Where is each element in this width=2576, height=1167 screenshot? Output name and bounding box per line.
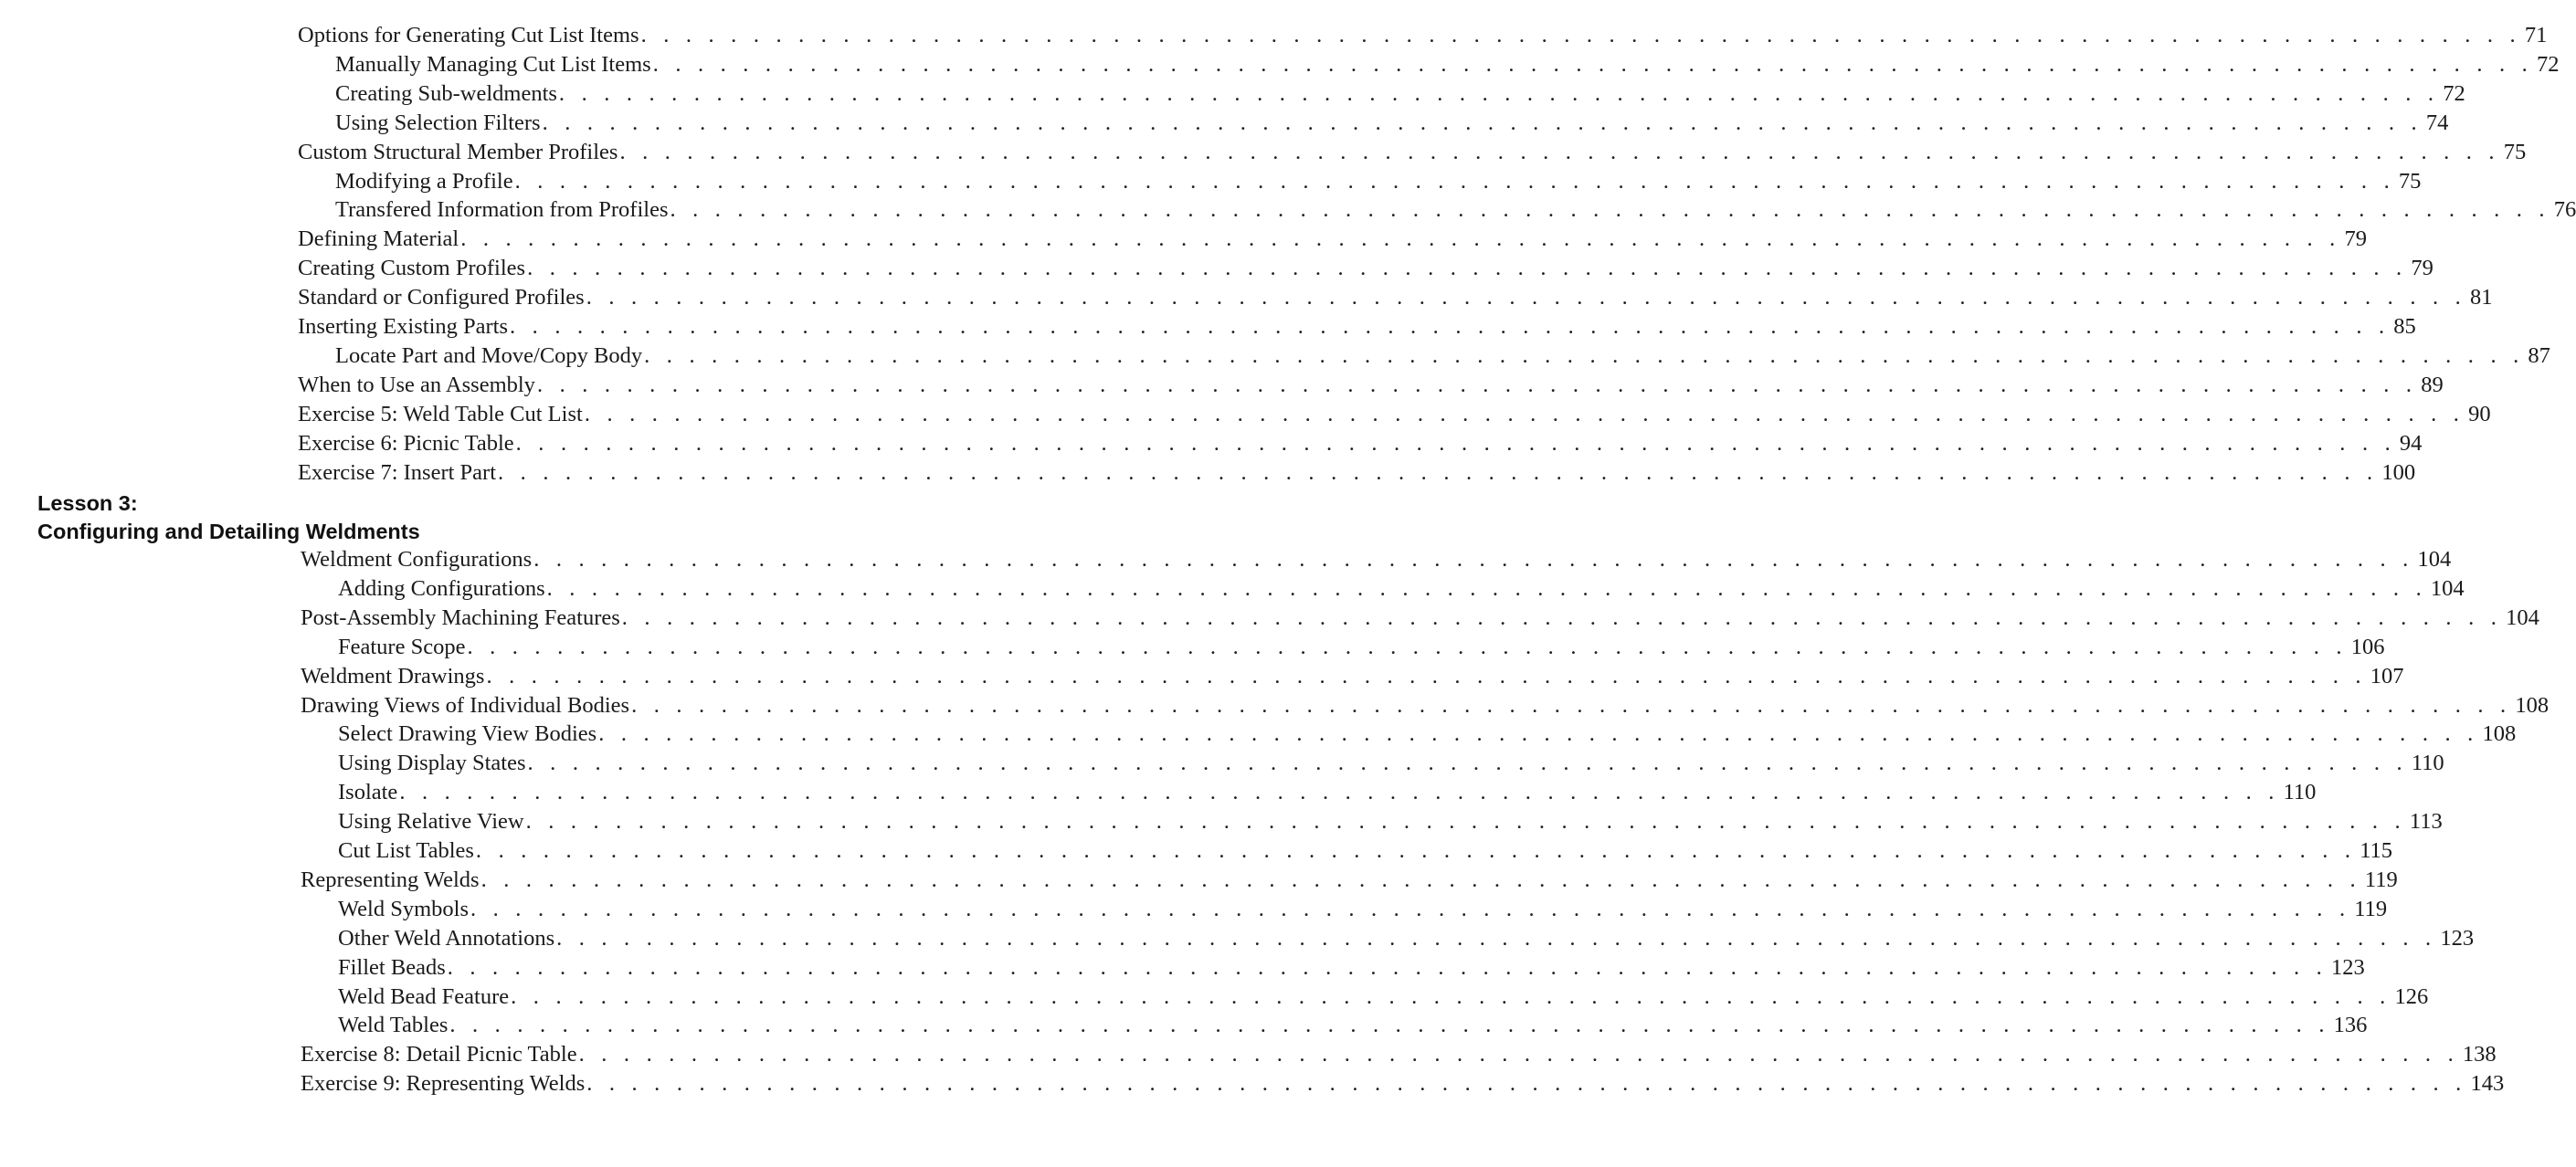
- dot-leader: . . . . . . . . . . . . . . . . . . . . . . . . . . . . . . . . . . . . . . . . . . . . . . . . . . . . . . . . . . . . . . . . . . . . . . . . . . . . . . . . . . . .: [619, 139, 2500, 164]
- toc-entry-title: Creating Sub-weldments: [335, 80, 557, 106]
- dot-leader: . . . . . . . . . . . . . . . . . . . . . . . . . . . . . . . . . . . . . . . . . . . . . . . . . . . . . . . . . . . . . . . . . . . . . . . . . . . . . . . . . . . .: [515, 430, 2396, 456]
- toc-entry: [301, 1070, 2505, 1098]
- dot-leader: . . . . . . . . . . . . . . . . . . . . . . . . . . . . . . . . . . . . . . . . . . . . . . . . . . . . . . . . . . . . . . . . . . . . . . . . . . . . . . . . . . . .: [475, 838, 2357, 863]
- toc-entry-page-number: 89: [2421, 372, 2444, 397]
- dot-leader: . . . . . . . . . . . . . . . . . . . . . . . . . . . . . . . . . . . . . . . . . . . . . . . . . . . . . . . . . . . . . . . . . . . . . . . . . . . . . . . . . . . .: [542, 110, 2423, 135]
- toc-entry-page-number: 71: [2524, 23, 2548, 47]
- toc-entry: [338, 720, 2517, 748]
- toc-entry-page-number: 119: [2364, 867, 2398, 892]
- toc-entry-title: Cut List Tables: [338, 838, 474, 863]
- dot-leader: . . . . . . . . . . . . . . . . . . . . . . . . . . . . . . . . . . . . . . . . . . . . . . . . . . . . . . . . . . . . . . . . . . . . . . . . . . . . . . . . . . . .: [527, 751, 2408, 776]
- dot-leader: . . . . . . . . . . . . . . . . . . . . . . . . . . . . . . . . . . . . . . . . . . . . . . . . . . . . . . . . . . . . . . . . . . . . . . . . . . . . . . . . . . . .: [486, 663, 2367, 689]
- toc-entry-page-number: 107: [2370, 663, 2404, 689]
- dot-leader: . . . . . . . . . . . . . . . . . . . . . . . . . . . . . . . . . . . . . . . . . . . . . . . . . . . . . . . . . . . . . . . . . . . . . . . . . . . . . . . . . . . .: [510, 314, 2391, 339]
- dot-leader: . . . . . . . . . . . . . . . . . . . . . . . . . . . . . . . . . . . . . . . . . . . . . . . . . . . . . . . . . . . . . . . . . . . . . . . . . . . . . . . . . . . .: [586, 285, 2466, 310]
- dot-leader: . . . . . . . . . . . . . . . . . . . . . . . . . . . . . . . . . . . . . . . . . . . . . . . . . . . . . . . . . . . . . . . . . . . . . . . . . . . . . . . . . . . .: [546, 575, 2427, 601]
- toc-entry-page-number: 75: [2503, 139, 2527, 164]
- toc-entry-page-number: 138: [2462, 1042, 2497, 1067]
- toc-entry-title: Adding Configurations: [338, 575, 545, 601]
- toc-entry-title: Locate Part and Move/Copy Body: [335, 342, 643, 368]
- toc-entry: [338, 1012, 2368, 1039]
- toc-entry-title: Modifying a Profile: [335, 168, 513, 194]
- toc-entry-title: Fillet Beads: [338, 954, 446, 980]
- toc-entry-title: Using Display States: [338, 751, 526, 776]
- toc-entry-title: Weld Symbols: [338, 896, 469, 921]
- toc-entry: [298, 372, 2444, 399]
- toc-entry-page-number: 85: [2393, 314, 2416, 339]
- toc-entry: [298, 430, 2423, 457]
- toc-entry-title: Drawing Views of Individual Bodies: [301, 692, 630, 718]
- toc-entry: [298, 226, 2367, 253]
- toc-entry-title: Isolate: [338, 780, 398, 805]
- toc-entry-title: Post-Assembly Machining Features: [301, 605, 620, 630]
- toc-entry-page-number: 104: [2430, 575, 2465, 601]
- toc-entry: [298, 401, 2491, 428]
- toc-entry-page-number: 136: [2333, 1013, 2368, 1038]
- toc-entry-page-number: 113: [2409, 809, 2443, 835]
- toc-entry-page-number: 123: [2331, 954, 2365, 980]
- toc-entry-title: Standard or Configured Profiles: [298, 285, 585, 310]
- dot-leader: . . . . . . . . . . . . . . . . . . . . . . . . . . . . . . . . . . . . . . . . . . . . . . . . . . . . . . . . . . . . . . . . . . . . . . . . . . . . . . . . . . . .: [578, 1042, 2459, 1067]
- toc-entry-page-number: 81: [2469, 285, 2493, 310]
- toc-entry-title: Exercise 8: Detail Picnic Table: [301, 1042, 577, 1067]
- dot-leader: . . . . . . . . . . . . . . . . . . . . . . . . . . . . . . . . . . . . . . . . . . . . . . . . . . . . . . . . . . . . . . . . . . . . . . . . . . . . . . . . . . . .: [447, 954, 2328, 980]
- dot-leader: . . . . . . . . . . . . . . . . . . . . . . . . . . . . . . . . . . . . . . . . . . . . . . . . . . . . . . . . . . . . . . . . . . . . . . . . . . . . . . . . . . . .: [449, 1013, 2330, 1038]
- toc-entry-title: Weldment Drawings: [301, 663, 485, 689]
- dot-leader: . . . . . . . . . . . . . . . . . . . . . . . . . . . . . . . . . . . . . . . . . . . . . . . . . . . . . . . . . . . . . . . . . . . . . . . . . . . . . . . . . . . .: [480, 867, 2361, 892]
- toc-entry-page-number: 108: [2482, 721, 2517, 747]
- toc-entry-page-number: 119: [2354, 896, 2388, 921]
- toc-entry: [298, 139, 2527, 166]
- toc-entry: [338, 750, 2444, 777]
- toc-entry-title: Other Weld Annotations: [338, 925, 555, 951]
- toc-entry: [298, 22, 2548, 49]
- dot-leader: . . . . . . . . . . . . . . . . . . . . . . . . . . . . . . . . . . . . . . . . . . . . . . . . . . . . . . . . . . . . . . . . . . . . . . . . . . . . . . . . . . . .: [511, 983, 2391, 1009]
- toc-entry: [298, 313, 2416, 341]
- toc-entry-page-number: 72: [2443, 80, 2465, 106]
- lesson-label: Lesson 3:: [37, 491, 138, 515]
- toc-entry-title: Using Selection Filters: [335, 110, 541, 135]
- toc-entry-title: Transfered Information from Profiles: [335, 197, 669, 223]
- dot-leader: . . . . . . . . . . . . . . . . . . . . . . . . . . . . . . . . . . . . . . . . . . . . . . . . . . . . . . . . . . . . . . . . . . . . . . . . . . . . . . . . . . . .: [460, 226, 2341, 252]
- toc-entry-title: Exercise 6: Picnic Table: [298, 430, 514, 456]
- toc-entry-title: Defining Material: [298, 226, 459, 252]
- toc-entry: [338, 808, 2443, 836]
- dot-leader: . . . . . . . . . . . . . . . . . . . . . . . . . . . . . . . . . . . . . . . . . . . . . . . . . . . . . . . . . . . . . . . . . . . . . . . . . . . . . . . . . . . .: [527, 256, 2408, 281]
- dot-leader: . . . . . . . . . . . . . . . . . . . . . . . . . . . . . . . . . . . . . . . . . . . . . . . . . . . . . . . . . . . . . . . . . . . . . . . . . . . . . . . . . . . .: [470, 896, 2351, 921]
- toc-entry-title: Representing Welds: [301, 867, 480, 892]
- toc-entry: [335, 168, 2422, 195]
- toc-entry-page-number: 115: [2360, 838, 2393, 863]
- toc-entry-title: Using Relative View: [338, 809, 524, 835]
- toc-entry: [301, 1041, 2497, 1068]
- toc-entry-page-number: 87: [2528, 342, 2550, 368]
- toc-entry-page-number: 72: [2536, 51, 2560, 77]
- dot-leader: . . . . . . . . . . . . . . . . . . . . . . . . . . . . . . . . . . . . . . . . . . . . . . . . . . . . . . . . . . . . . . . . . . . . . . . . . . . . . . . . . . . .: [631, 692, 2512, 718]
- dot-leader: . . . . . . . . . . . . . . . . . . . . . . . . . . . . . . . . . . . . . . . . . . . . . . . . . . . . . . . . . . . . . . . . . . . . . . . . . . . . . . . . . . . .: [399, 780, 2280, 805]
- dot-leader: . . . . . . . . . . . . . . . . . . . . . . . . . . . . . . . . . . . . . . . . . . . . . . . . . . . . . . . . . . . . . . . . . . . . . . . . . . . . . . . . . . . .: [584, 401, 2465, 426]
- toc-entry-page-number: 110: [2411, 751, 2444, 776]
- toc-entry-page-number: 100: [2381, 459, 2416, 485]
- toc-entry: [338, 837, 2393, 865]
- toc-entry-title: Weld Bead Feature: [338, 983, 510, 1009]
- toc-entry-title: Custom Structural Member Profiles: [298, 139, 618, 164]
- toc-entry-title: Creating Custom Profiles: [298, 256, 526, 281]
- toc-entry: [338, 896, 2388, 923]
- toc-entry-page-number: 79: [2411, 256, 2433, 281]
- toc-entry: [338, 779, 2317, 806]
- toc-entry-title: Exercise 7: Insert Part: [298, 459, 497, 485]
- toc-entry-title: Weld Tables: [338, 1013, 449, 1038]
- toc-entry-page-number: 104: [2506, 605, 2539, 630]
- dot-leader: . . . . . . . . . . . . . . . . . . . . . . . . . . . . . . . . . . . . . . . . . . . . . . . . . . . . . . . . . . . . . . . . . . . . . . . . . . . . . . . . . . . .: [640, 23, 2521, 47]
- toc-entry: [338, 575, 2465, 603]
- toc-entry: [335, 196, 2576, 224]
- toc-entry: [298, 284, 2493, 311]
- toc-entry-page-number: 75: [2398, 168, 2422, 194]
- toc-entry: [298, 459, 2416, 487]
- toc-entry-page-number: 76: [2553, 197, 2576, 223]
- toc-entry-title: Exercise 9: Representing Welds: [301, 1071, 586, 1097]
- toc-entry-page-number: 106: [2350, 634, 2385, 659]
- toc-entry: [338, 634, 2385, 661]
- dot-leader: . . . . . . . . . . . . . . . . . . . . . . . . . . . . . . . . . . . . . . . . . . . . . . . . . . . . . . . . . . . . . . . . . . . . . . . . . . . . . . . . . . . .: [586, 1071, 2467, 1097]
- dot-leader: . . . . . . . . . . . . . . . . . . . . . . . . . . . . . . . . . . . . . . . . . . . . . . . . . . . . . . . . . . . . . . . . . . . . . . . . . . . . . . . . . . . .: [621, 605, 2503, 630]
- toc-entry-page-number: 126: [2394, 983, 2429, 1009]
- toc-entry: [301, 605, 2539, 632]
- toc-entry-page-number: 74: [2425, 110, 2449, 135]
- toc-entry: [301, 867, 2398, 894]
- toc-entry-page-number: 94: [2399, 430, 2423, 456]
- toc-entry: [335, 80, 2465, 108]
- toc-entry: [338, 925, 2475, 952]
- dot-leader: . . . . . . . . . . . . . . . . . . . . . . . . . . . . . . . . . . . . . . . . . . . . . . . . . . . . . . . . . . . . . . . . . . . . . . . . . . . . . . . . . . . .: [514, 168, 2395, 194]
- lesson-title: Configuring and Detailing Weldments: [37, 520, 420, 543]
- toc-entry-title: Options for Generating Cut List Items: [298, 23, 639, 47]
- dot-leader: . . . . . . . . . . . . . . . . . . . . . . . . . . . . . . . . . . . . . . . . . . . . . . . . . . . . . . . . . . . . . . . . . . . . . . . . . . . . . . . . . . . .: [670, 197, 2550, 223]
- dot-leader: . . . . . . . . . . . . . . . . . . . . . . . . . . . . . . . . . . . . . . . . . . . . . . . . . . . . . . . . . . . . . . . . . . . . . . . . . . . . . . . . . . . .: [533, 547, 2414, 572]
- toc-entry: [301, 546, 2452, 573]
- toc-entry-title: Select Drawing View Bodies: [338, 721, 597, 747]
- toc-entry-page-number: 104: [2417, 547, 2452, 572]
- dot-leader: . . . . . . . . . . . . . . . . . . . . . . . . . . . . . . . . . . . . . . . . . . . . . . . . . . . . . . . . . . . . . . . . . . . . . . . . . . . . . . . . . . . .: [498, 459, 2379, 485]
- toc-entry: [301, 692, 2550, 720]
- toc-entry-title: Feature Scope: [338, 634, 466, 659]
- toc-entry-title: Weldment Configurations: [301, 547, 533, 572]
- dot-leader: . . . . . . . . . . . . . . . . . . . . . . . . . . . . . . . . . . . . . . . . . . . . . . . . . . . . . . . . . . . . . . . . . . . . . . . . . . . . . . . . . . . .: [525, 809, 2406, 835]
- toc-entry: [335, 342, 2550, 370]
- toc-entry: [338, 983, 2429, 1011]
- toc-entry-title: Manually Managing Cut List Items: [335, 51, 651, 77]
- toc-entry-page-number: 143: [2470, 1071, 2505, 1097]
- dot-leader: . . . . . . . . . . . . . . . . . . . . . . . . . . . . . . . . . . . . . . . . . . . . . . . . . . . . . . . . . . . . . . . . . . . . . . . . . . . . . . . . . . . .: [644, 342, 2525, 368]
- toc-entry-title: When to Use an Assembly: [298, 372, 535, 397]
- dot-leader: . . . . . . . . . . . . . . . . . . . . . . . . . . . . . . . . . . . . . . . . . . . . . . . . . . . . . . . . . . . . . . . . . . . . . . . . . . . . . . . . . . . .: [558, 80, 2440, 106]
- toc-entry-title: Exercise 5: Weld Table Cut List: [298, 401, 583, 426]
- toc-entry: [335, 110, 2449, 137]
- toc-entry-page-number: 79: [2344, 226, 2367, 252]
- toc-entry-page-number: 110: [2283, 780, 2317, 805]
- toc-entry-page-number: 123: [2440, 925, 2475, 951]
- dot-leader: . . . . . . . . . . . . . . . . . . . . . . . . . . . . . . . . . . . . . . . . . . . . . . . . . . . . . . . . . . . . . . . . . . . . . . . . . . . . . . . . . . . .: [536, 372, 2418, 397]
- dot-leader: . . . . . . . . . . . . . . . . . . . . . . . . . . . . . . . . . . . . . . . . . . . . . . . . . . . . . . . . . . . . . . . . . . . . . . . . . . . . . . . . . . . .: [652, 51, 2533, 77]
- dot-leader: . . . . . . . . . . . . . . . . . . . . . . . . . . . . . . . . . . . . . . . . . . . . . . . . . . . . . . . . . . . . . . . . . . . . . . . . . . . . . . . . . . . .: [598, 721, 2479, 747]
- dot-leader: . . . . . . . . . . . . . . . . . . . . . . . . . . . . . . . . . . . . . . . . . . . . . . . . . . . . . . . . . . . . . . . . . . . . . . . . . . . . . . . . . . . .: [467, 634, 2348, 659]
- toc-entry-page-number: 108: [2515, 692, 2550, 718]
- toc-entry: [338, 954, 2365, 982]
- toc-entry-page-number: 90: [2468, 401, 2491, 426]
- toc-entry: [335, 51, 2560, 79]
- dot-leader: . . . . . . . . . . . . . . . . . . . . . . . . . . . . . . . . . . . . . . . . . . . . . . . . . . . . . . . . . . . . . . . . . . . . . . . . . . . . . . . . . . . .: [556, 925, 2437, 951]
- toc-entry: [298, 255, 2433, 282]
- toc-entry-title: Inserting Existing Parts: [298, 314, 509, 339]
- toc-entry: [301, 663, 2404, 690]
